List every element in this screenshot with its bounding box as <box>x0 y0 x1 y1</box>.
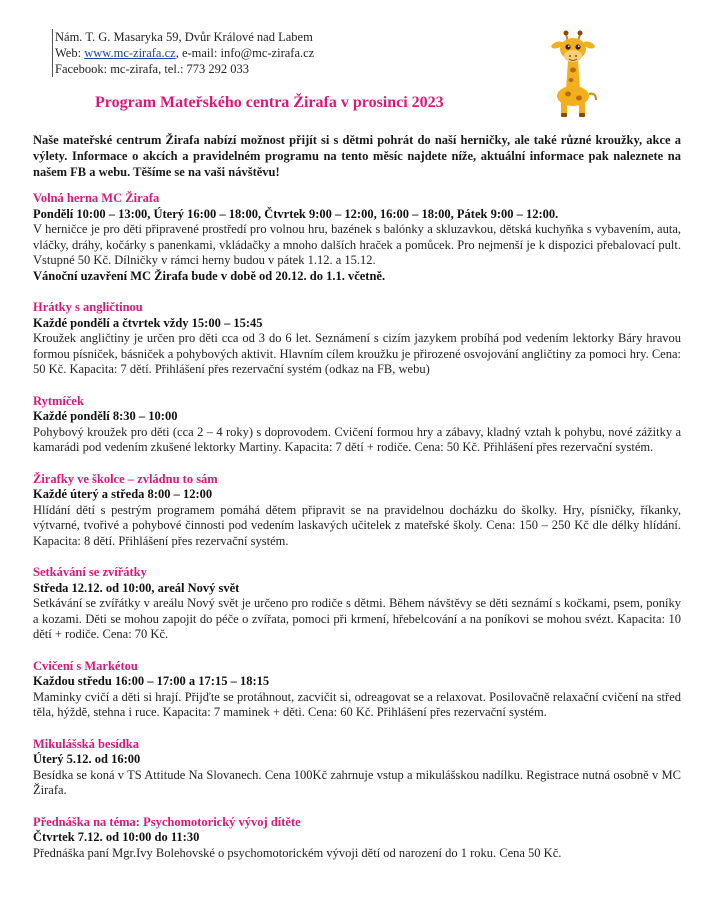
program-section <box>33 394 681 456</box>
program-section <box>33 472 681 550</box>
section-title: Volná herna MC Žirafa <box>33 191 160 205</box>
facebook-phone-line: Facebook: mc-zirafa, tel.: 773 292 033 <box>55 62 250 76</box>
section-schedule: Čtvrtek 7.12. od 10:00 do 11:30 <box>33 830 200 844</box>
section-schedule: Úterý 5.12. od 16:00 <box>33 752 141 766</box>
section-schedule: Středa 12.12. od 10:00, areál Nový svět <box>33 580 240 595</box>
section-note: Vánoční uzavření MC Žirafa bude v době od 20.12. do 1.1. včetně. <box>33 268 386 283</box>
section-description: Pohybový kroužek pro děti (cca 2 – 4 roky) s doprovodem. Cvičení formou hry a zábavy, kladný vztah k pohybu, nové zážitky a kamarádi pod vedením zkušené lektorky Martiny. Kapacita: 7 dětí + rodiče. Cena: 50 Kč. Přihlášení přes rezervační systém. <box>33 424 681 454</box>
section-schedule: Pondělí 10:00 – 13:00, Úterý 16:00 – 18:00, Čtvrtek 9:00 – 12:00, 16:00 – 18:00, Pátek 9:00 – 12:00. <box>33 206 559 221</box>
section-description: Setkávání se zvířátky v areálu Nový svět je určeno pro rodiče s dětmi. Během návštěvy se děti seznámí s kočkami, psem, poníky a kozami. Děti se mohou zapojit do péče o zvířata, pomoci při krmení, hřebelcování a na poníkovi se mohou svézt. Kapacita: 10 dětí + rodiče. Cena: 70 Kč. <box>33 596 681 641</box>
program-section <box>33 565 681 643</box>
section-description: Kroužek angličtiny je určen pro děti cca od 3 do 6 let. Seznámení s cizím jazykem probíhá pod vedením lektorky Báry hravou formou písniček, básniček a pohybových aktivit. Hlavním cílem kroužku je přirozené osvojování angličtiny za pomoci hry. Cena: 50 Kč. Kapacita: 7 dětí. Přihlášení přes rezervační systém (odkaz na FB, webu) <box>33 331 681 376</box>
section-description: Maminky cvičí a děti si hrají. Přijďte se protáhnout, zacvičit si, odreagovat se a relaxovat. Posilovačně relaxační cvičení na střed těla, hýždě, stehna i ruce. Kapacita: 7 maminek + děti. Cena: 60 Kč. Přihlášení přes rezervační systém. <box>33 689 681 719</box>
program-section <box>33 659 681 721</box>
program-section <box>33 191 681 284</box>
web-email-line <box>55 45 314 61</box>
program-section <box>33 737 681 799</box>
web-label: Web: <box>55 46 85 60</box>
section-description: V herničce je pro děti připravené prostředí pro volnou hru, bazének s balónky a skluzavkou, dětská kuchyňka s vybavením, auta, vláčky, dráhy, kočárky s panenkami, vkládačky a mnoho dalších hraček a pomůcek. Pro nejmenší je k dispozici přebalovací pult. Vstupné 50 Kč. Dílničky v rámci herny budou v pátek 1.12. a 15.12. <box>33 222 681 267</box>
intro-paragraph: Naše mateřské centrum Žirafa nabízí možnost přijít si s dětmi pohrát do naší herničky, ale také různé kroužky, akce a výlety. Informace o akcích a pravidelném programu na tento měsíc najdete níže, aktuální informace pak naleznete na našem FB a webu. Těšíme se na vaši návštěvu! <box>33 133 681 179</box>
web-link[interactable]: www.mc-zirafa.cz <box>84 46 176 60</box>
section-schedule: Každé pondělí 8:30 – 10:00 <box>33 409 178 423</box>
section-title: Žirafky ve školce – zvládnu to sám <box>33 471 218 486</box>
section-title: Rytmíček <box>33 393 84 408</box>
section-schedule: Každou středu 16:00 – 17:00 a 17:15 – 18:15 <box>33 674 270 688</box>
address-line: Nám. T. G. Masaryka 59, Dvůr Králové nad Labem <box>55 30 313 44</box>
program-section <box>33 300 681 378</box>
section-title: Přednáška na téma: Psychomotorický vývoj dítěte <box>33 814 301 829</box>
giraffe-icon <box>538 28 610 120</box>
section-title: Setkávání se zvířátky <box>33 565 147 579</box>
email-text: , e-mail: info@mc-zirafa.cz <box>175 46 315 60</box>
contact-block <box>52 29 314 77</box>
section-description: Besídka se koná v TS Attitude Na Slovanech. Cena 100Kč zahrnuje vstup a mikulášskou nadílku. Registrace nutná osobně v MC Žirafa. <box>33 767 681 797</box>
document-title: Program Mateřského centra Žirafa v prosinci 2023 <box>95 94 444 111</box>
section-title: Hrátky s angličtinou <box>33 300 143 314</box>
section-schedule: Každé pondělí a čtvrtek vždy 15:00 – 15:45 <box>33 315 263 330</box>
program-sections <box>33 191 681 877</box>
section-title: Mikulášská besídka <box>33 736 139 751</box>
section-description: Přednáška paní Mgr.Ivy Bolehovské o psychomotorickém vývoji dětí od narození do 1 roku. Cena 50 Kč. <box>33 845 562 860</box>
program-section <box>33 815 681 862</box>
section-schedule: Každé úterý a středa 8:00 – 12:00 <box>33 487 213 501</box>
section-description: Hlídání dětí s pestrým programem pomáhá dětem připravit se na pravidelnou docházku do školky. Hry, písničky, říkanky, výtvarné, tvořivé a pohybové činnosti pod vedením laskavých učitelek z mateřské školy. Cena: 150 – 250 Kč dle délky hlídání. Kapacita: 8 dětí. Přihlášení přes rezervační systém. <box>33 502 681 548</box>
section-title: Cvičení s Markétou <box>33 658 138 673</box>
